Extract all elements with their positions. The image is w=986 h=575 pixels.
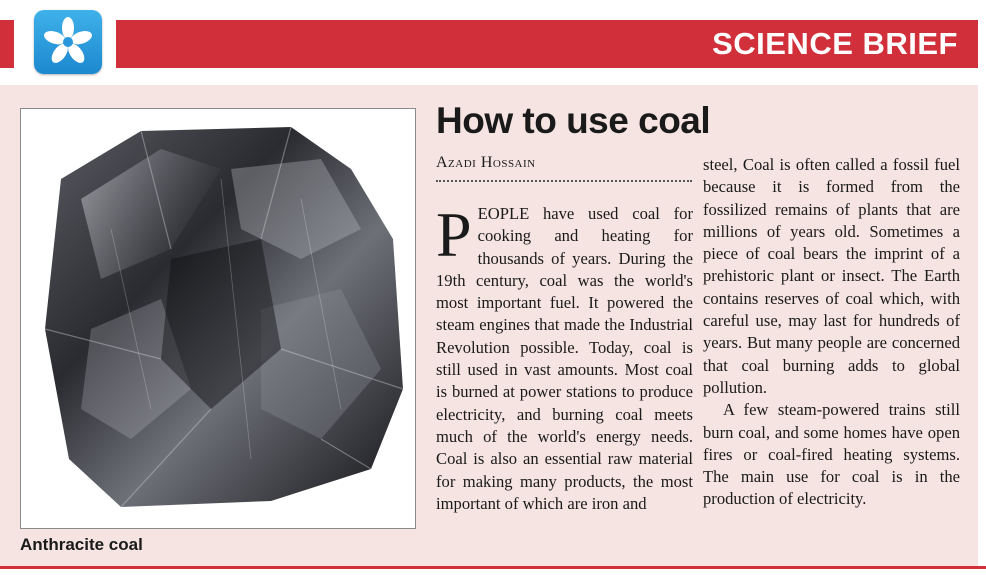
header-stub: [0, 22, 14, 66]
anthracite-coal-photo: [21, 109, 415, 528]
asterisk-flower-icon: [34, 10, 102, 74]
paragraph-1-part-2: steel, Coal is often called a fossil fuel because it is formed from the fossilized remains of plants that are millions of years old. Sometimes a piece of coal bears the imprint of a prehistoric plant or insect. The Earth contains reserves of coal which, with careful use, may last for hundreds of years. But many people are concerned that coal burning adds to global pollution.: [703, 155, 960, 397]
paragraph-1-part-1: EOPLE have used coal for cooking and heating for thousands of years. During the 19th century, coal was the world's most important fuel. It powered the steam engines that made the Industrial Revolution possible. Today, coal is still used in vast amounts. Most coal is burned at power stations to produce electricity, and burning coal meets much of the world's energy needs. Coal is also an essential raw material for making many products, the most important of which are iron and: [436, 204, 693, 513]
bottom-rule: [0, 566, 986, 569]
drop-cap: P: [436, 199, 472, 270]
article-headline: How to use coal: [436, 100, 711, 141]
photo-frame: [20, 108, 416, 529]
section-title: SCIENCE BRIEF: [712, 26, 958, 61]
article-column-1: [436, 199, 693, 515]
paragraph-2: A few steam-powered trains still burn coal, and some homes have open fires or coal-fired heating systems. The main use for coal is in the production of electricity.: [703, 400, 960, 509]
article-column-2: [703, 154, 960, 511]
photo-caption: Anthracite coal: [20, 535, 143, 554]
article-byline: Azadi Hossain: [436, 154, 536, 171]
byline-divider: [436, 180, 692, 182]
